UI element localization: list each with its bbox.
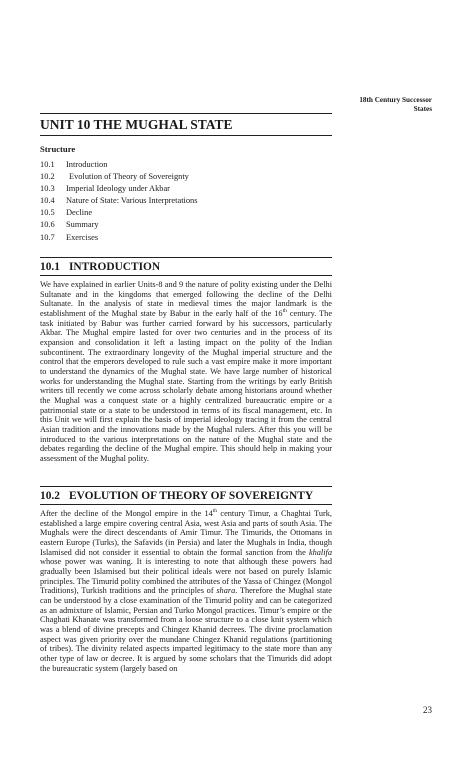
superscript: th (282, 308, 287, 315)
running-header (359, 96, 432, 114)
section-title: INTRODUCTION (69, 261, 161, 273)
paragraph-text: We have explained in earlier Units-8 and 9 the nature of polity existing under the Delhi Sultanate and in the kingdoms that emerged following the decline of the Delhi Sultanate. In the analysis of state in medieval times the major landmark is the establishment of the Mughal state by Babur in the early half of the 16 (40, 280, 332, 318)
toc-item (40, 159, 197, 171)
toc-item-label: Introduction (66, 160, 108, 169)
superscript: th (212, 508, 218, 515)
section-title: EVOLUTION OF THEORY OF SOVEREIGNTY (69, 490, 314, 502)
toc-item-label: Summary (66, 220, 99, 230)
toc-item-label: Decline (66, 208, 93, 218)
paragraph-text: . Therefore the Mughal state can be understood by a close examination of the Timurid polity and can be categorized as an admixture of Islamic, Persian and Turko Mongol practices. Timur’s empire or the Chaghati Khanate was transformed from a loose structure to a close knit system which was a blend of divine precepts and Chingez Khanid decrees. The divine proclamation aspect was given priority over the mundane Chingez Khanid regulations (partitioning of tribes). The divinity related aspects imparted legitimacy to the state more than any other type of law or decree. It is argued by some scholars that the Timurids did adopt the bureaucratic system (largely based on (40, 586, 332, 673)
toc-item (40, 183, 197, 195)
toc-item-label: Imperial Ideology under Akbar (66, 184, 170, 194)
section-heading-introduction (40, 257, 332, 276)
toc-item-number: 10.5 (40, 208, 55, 218)
evolution-paragraph (40, 509, 332, 673)
toc-item-number: 10.2 (40, 172, 55, 182)
toc-item (40, 207, 197, 219)
italic-term: khalifa (308, 547, 332, 557)
introduction-paragraph (40, 280, 332, 463)
paragraph-text: After the decline of the Mongol empire in the 14 (40, 509, 213, 518)
toc-item-label: Exercises (66, 232, 99, 242)
paragraph-text: century Timur, a Chaghtai Turk, established a large empire covering central Asia, west Asia and parts of south Asia. The Mughals were the direct descendants of Amir Timur. The Timurids, the Ottomans in eastern Europe (Turks), the Safavids (in Persia) and later the Mughals in India, though Islamised did not consider it essential to obtain the formal sanction from the (40, 509, 333, 557)
toc-item-number: 10.6 (40, 220, 55, 230)
running-header-line2: States (413, 105, 432, 113)
structure-list (40, 159, 197, 244)
paragraph-text: whose power was waning. It is interesting to note that although these powers had gradually been Islamised but their political ideals were not based on purely Islamic principles. The Timurid polity combined the attributes of the Yassa of Chingez (Mongol Traditions), Turkish traditions and the principles of (40, 557, 332, 596)
structure-heading: Structure (40, 144, 76, 154)
toc-item-label: Evolution of Theory of Sovereignty (69, 172, 189, 182)
section-number: 10.2 (40, 490, 60, 502)
running-header-line1: 18th Century Successor (359, 96, 432, 104)
toc-item-label: Nature of State: Various Interpretations (66, 196, 198, 206)
toc-item (40, 219, 197, 231)
toc-item (40, 195, 197, 207)
toc-item-number: 10.3 (40, 184, 55, 194)
section-heading-evolution (40, 486, 332, 505)
toc-item (40, 171, 197, 183)
toc-item-number: 10.4 (40, 196, 55, 206)
paragraph-text: century. The task initiated by Babur was further carried forward by his successors, particularly Akbar. The Mughal empire lasted for over two centuries and in the process of its expansion and consolidation it left a lasting impact on the polity of the Indian subcontinent. The extraordinary longevity of the Mughal imperial structure and the control that the emperors developed to rule such a vast empire make it more important to understand the dynamics of the Mughal state. We have large number of historical works for understanding the Mughal state. Starting from the writings by early British writers till recently we come across scholarly debate among historians around whether the Mughal was a conquest state or a highly centralized bureaucratic empire or a patrimonial state or a state to be understood in terms of its fiscal management, etc. In this Unit we will first explain the basis of imperial ideology tracing it from the central Asian tradition and the innovations made by the Mughal rulers. After this you will be introduced to the various interpretations on the nature of the Mughal state and the debates regarding the decline of the Mughal empire. This should help in making your assessment of the Mughal polity. (40, 308, 333, 463)
toc-item (40, 232, 197, 244)
toc-item-number: 10.7 (40, 232, 55, 242)
section-number: 10.1 (40, 261, 60, 273)
unit-title: UNIT 10 THE MUGHAL STATE (40, 113, 332, 136)
toc-item-number: 10.1 (40, 160, 55, 169)
italic-term: shara (216, 586, 236, 596)
page-number: 23 (423, 705, 432, 715)
